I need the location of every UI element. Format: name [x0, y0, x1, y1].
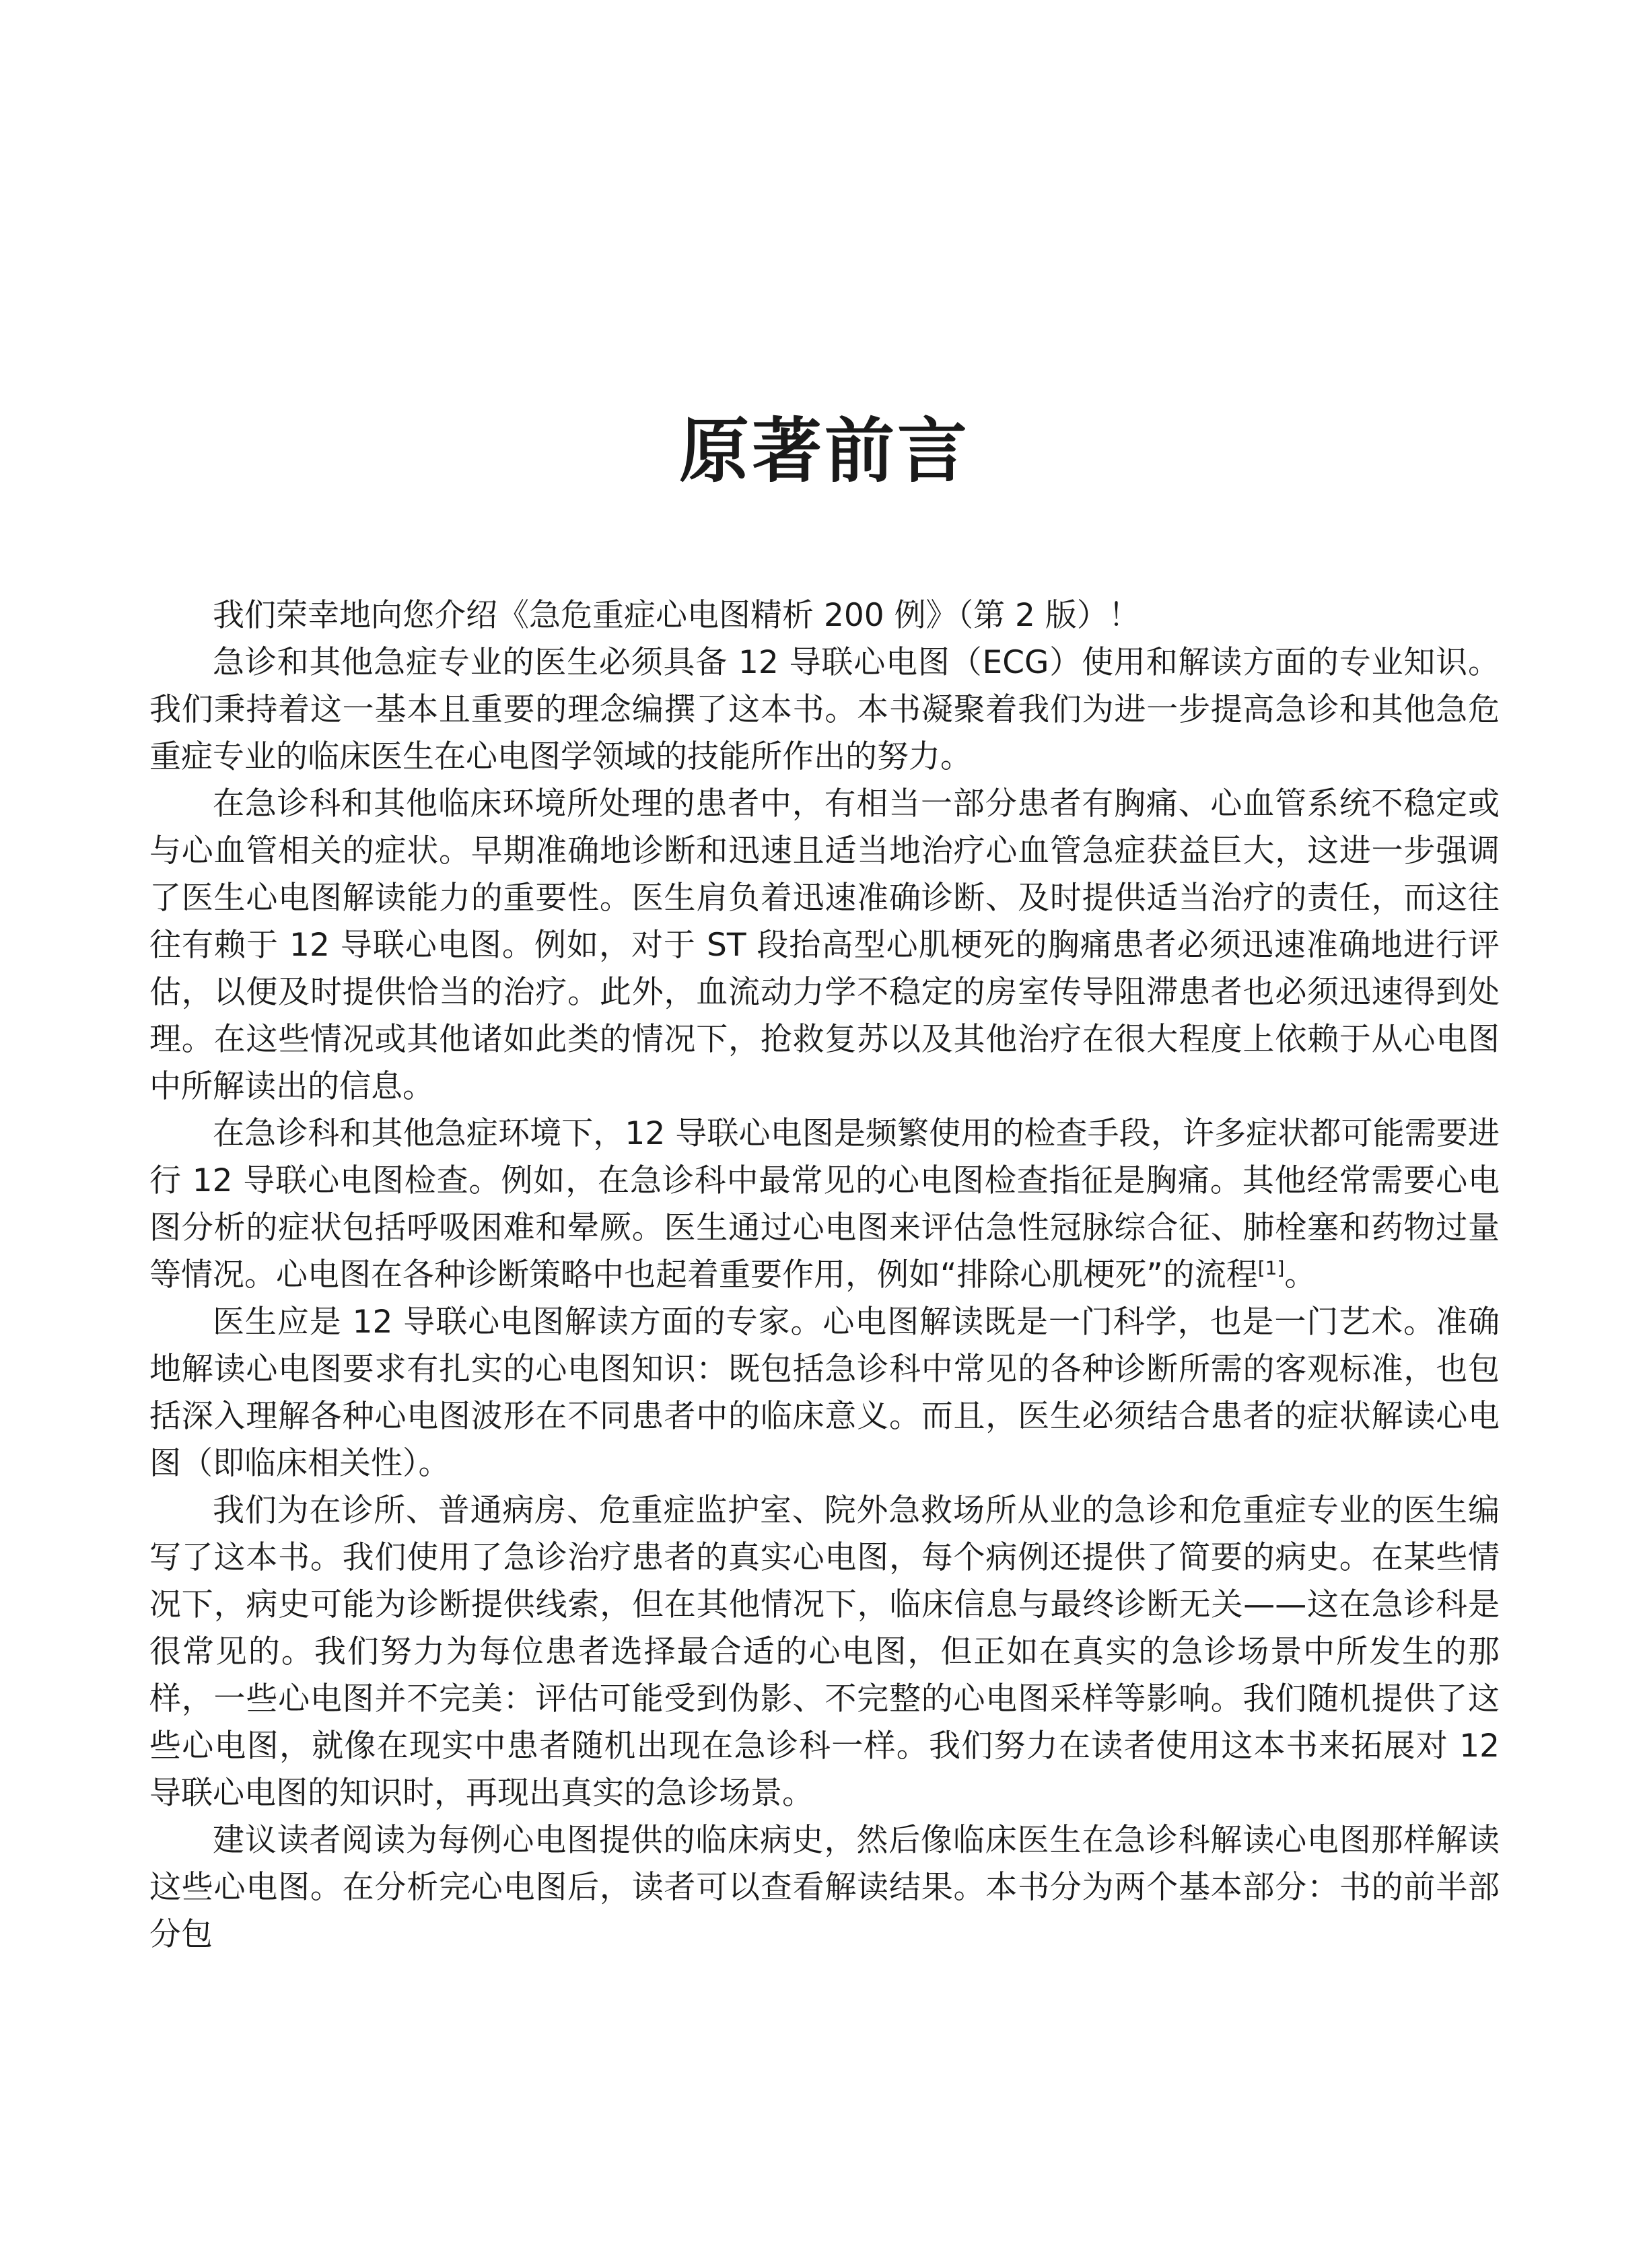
- paragraph-2: 急诊和其他急症专业的医生必须具备 12 导联心电图（ECG）使用和解读方面的专业知识。我们秉持着这一基本且重要的理念编撰了这本书。本书凝聚着我们为进一步提高急诊和其他急危重症专业的临床医生在心电图学领域的技能所作出的努力。: [149, 644, 1500, 775]
- paragraph-1: 我们荣幸地向您介绍《急危重症心电图精析 200 例》（第 2 版）！: [213, 597, 1140, 634]
- paragraph-4: [149, 1110, 1500, 1299]
- paragraph-4-text: 在急诊科和其他急症环境下，12 导联心电图是频繁使用的检查手段，许多症状都可能需要进行 12 导联心电图检查。例如，在急诊科中最常见的心电图检查指征是胸痛。其他经常需要心电图分析的症状包括呼吸困难和晕厥。医生通过心电图来评估急性冠脉综合征、肺栓塞和药物过量等情况。心电图在各种诊断策略中也起着重要作用，例如“排除心肌梗死”的流程: [149, 1115, 1500, 1294]
- page-title: 原著前言: [678, 410, 970, 492]
- paragraph-4-tail: 。: [1284, 1256, 1317, 1294]
- paragraph-7: 建议读者阅读为每例心电图提供的临床病史，然后像临床医生在急诊科解读心电图那样解读这些心电图。在分析完心电图后，读者可以查看解读结果。本书分为两个基本部分：书的前半部分包: [149, 1822, 1500, 1953]
- citation-marker: [1]: [1257, 1256, 1285, 1279]
- paragraph-3: 在急诊科和其他临床环境所处理的患者中，有相当一部分患者有胸痛、心血管系统不稳定或与心血管相关的症状。早期准确地诊断和迅速且适当地治疗心血管急症获益巨大，这进一步强调了医生心电图解读能力的重要性。医生肩负着迅速准确诊断、及时提供适当治疗的责任，而这往往有赖于 12 导联心电图。例如，对于 ST 段抬高型心肌梗死的胸痛患者必须迅速准确地进行评估，以便及时提供恰当的治疗。此外，血流动力学不稳定的房室传导阻滞患者也必须迅速得到处理。在这些情况或其他诸如此类的情况下，抢救复苏以及其他治疗在很大程度上依赖于从心电图中所解读出的信息。: [149, 785, 1500, 1105]
- paragraph-5: 医生应是 12 导联心电图解读方面的专家。心电图解读既是一门科学，也是一门艺术。准确地解读心电图要求有扎实的心电图知识：既包括急诊科中常见的各种诊断所需的客观标准，也包括深入理解各种心电图波形在不同患者中的临床意义。而且，医生必须结合患者的症状解读心电图（即临床相关性）。: [149, 1304, 1500, 1482]
- paragraph-6: 我们为在诊所、普通病房、危重症监护室、院外急救场所从业的急诊和危重症专业的医生编写了这本书。我们使用了急诊治疗患者的真实心电图，每个病例还提供了简要的病史。在某些情况下，病史可能为诊断提供线索，但在其他情况下，临床信息与最终诊断无关——这在急诊科是很常见的。我们努力为每位患者选择最合适的心电图，但正如在真实的急诊场景中所发生的那样，一些心电图并不完美：评估可能受到伪影、不完整的心电图采样等影响。我们随机提供了这些心电图，就像在现实中患者随机出现在急诊科一样。我们努力在读者使用这本书来拓展对 12 导联心电图的知识时，再现出真实的急诊场景。: [149, 1492, 1500, 1812]
- preface-body: [149, 592, 1500, 1958]
